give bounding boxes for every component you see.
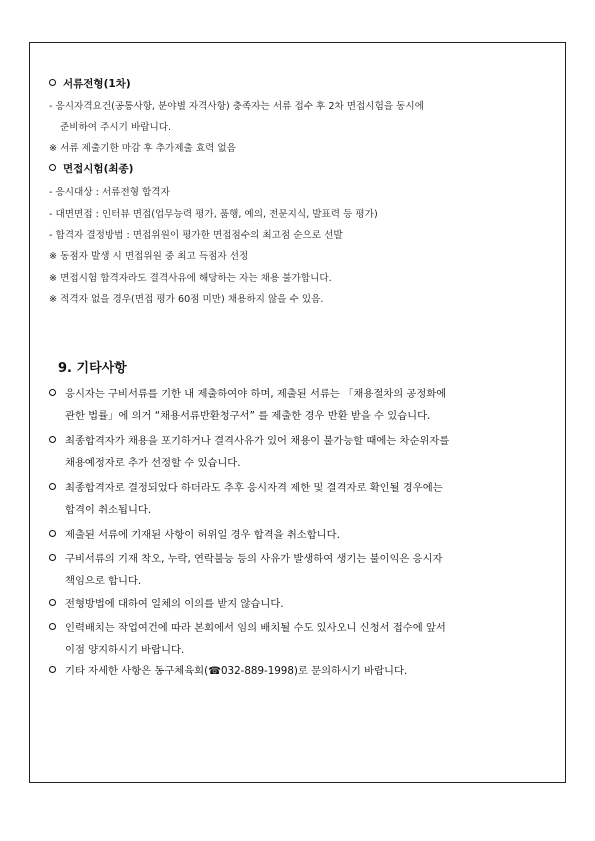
notice-item-line: 이점 양지하시기 바랍니다. <box>65 644 185 656</box>
screening-note: ※ 서류 제출기한 마감 후 추가제출 효력 없음 <box>49 143 236 154</box>
circle-bullet-icon <box>49 79 56 86</box>
notice-item-line: 구비서류의 기재 착오, 누락, 연락불능 등의 사유가 발생하여 생기는 불이익은 응시자 <box>65 553 443 565</box>
interview-line: - 대면면접 : 인터뷰 면접(업무능력 평가, 품행, 예의, 전문지식, 발표력 등 평가) <box>49 209 378 220</box>
circle-bullet-icon <box>49 666 56 673</box>
interview-note: ※ 적격자 없을 경우(면접 평가 60점 미만) 채용하지 않을 수 있음. <box>49 294 324 305</box>
interview-note: ※ 면접시험 합격자라도 결격사유에 해당하는 자는 채용 불가합니다. <box>49 273 332 284</box>
notice-item-line: 채용예정자로 추가 선정할 수 있습니다. <box>65 457 241 469</box>
circle-bullet-icon <box>49 599 56 606</box>
section-title: 9. 기타사항 <box>58 361 127 376</box>
screening-line: - 응시자격요건(공통사항, 분야별 자격사항) 충족자는 서류 접수 후 2차 면접시험을 동시에 <box>49 101 424 112</box>
notice-item-line: 최종합격자로 결정되었다 하더라도 추후 응시자격 제한 및 결격자로 확인될 경우에는 <box>65 482 443 494</box>
interview-heading: 면접시험(최종) <box>63 163 134 175</box>
circle-bullet-icon <box>49 530 56 537</box>
notice-item-line: 응시자는 구비서류를 기한 내 제출하여야 하며, 제출된 서류는 「채용절차의 공정화에 <box>65 388 447 400</box>
circle-bullet-icon <box>49 164 56 171</box>
notice-item-line: 전형방법에 대하여 일체의 이의를 받지 않습니다. <box>65 598 284 610</box>
notice-item-line: 책임으로 합니다. <box>65 575 142 587</box>
circle-bullet-icon <box>49 483 56 490</box>
circle-bullet-icon <box>49 389 56 396</box>
circle-bullet-icon <box>49 436 56 443</box>
notice-item-line: 인력배치는 작업여건에 따라 본회에서 임의 배치될 수도 있사오니 신청서 접수에 앞서 <box>65 622 446 634</box>
circle-bullet-icon <box>49 554 56 561</box>
notice-item-line: 합격이 취소됩니다. <box>65 504 152 516</box>
interview-line: - 합격자 결정방법 : 면접위원이 평가한 면접점수의 최고점 순으로 선발 <box>49 230 343 241</box>
notice-item-line: 제출된 서류에 기재된 사항이 허위일 경우 합격을 취소합니다. <box>65 529 340 541</box>
notice-item-line: 관한 법률」에 의거 “채용서류반환청구서” 를 제출한 경우 반환 받을 수 있습니다. <box>65 410 431 422</box>
interview-note: ※ 동점자 발생 시 면접위원 중 최고 득점자 선정 <box>49 251 249 262</box>
screening-heading: 서류전형(1차) <box>63 78 131 90</box>
notice-item-line: 기타 자세한 사항은 동구체육회(☎032-889-1998)로 문의하시기 바랍니다. <box>65 665 408 677</box>
screening-line: 준비하여 주시기 바랍니다. <box>60 122 172 133</box>
circle-bullet-icon <box>49 623 56 630</box>
interview-line: - 응시대상 : 서류전형 합격자 <box>49 187 170 198</box>
notice-item-line: 최종합격자가 채용을 포기하거나 결격사유가 있어 채용이 불가능할 때에는 차순위자를 <box>65 435 450 447</box>
